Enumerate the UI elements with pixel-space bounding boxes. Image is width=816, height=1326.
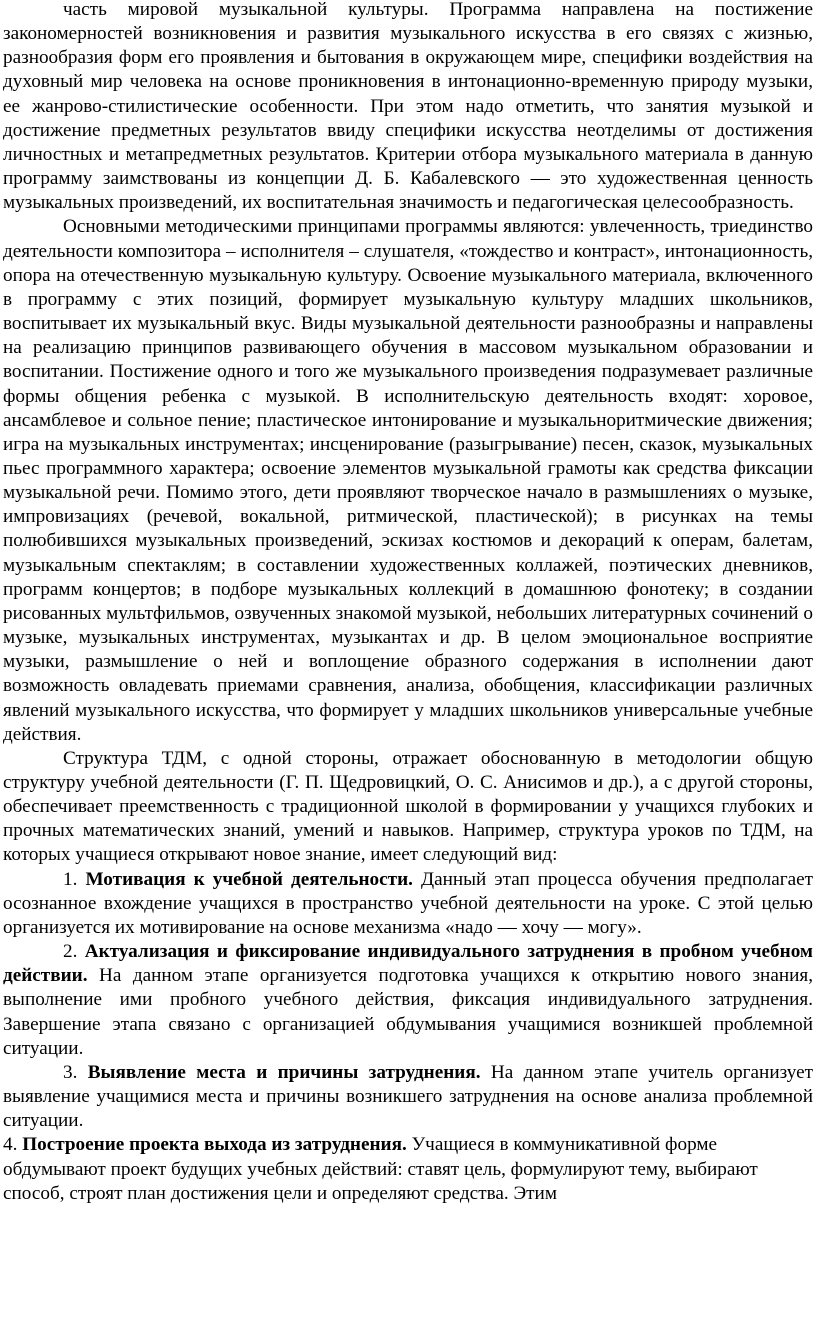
list-item-heading: Актуализация и фиксирование индивидуального затруднения в пробном учебном действии. xyxy=(3,941,813,987)
list-item-heading: Построение проекта выхода из затруднения. xyxy=(22,1134,407,1156)
list-item-heading: Мотивация к учебной деятельности. xyxy=(85,868,413,890)
list-item-text: На данном этапе учитель организует выявление учащимися места и причины возникшего затруднения на основе анализа проблемной ситуации. xyxy=(3,1061,814,1132)
list-item-number: 4. xyxy=(3,1134,18,1156)
list-item-number: 2. xyxy=(63,941,78,963)
list-item-heading: Выявление места и причины затруднения. xyxy=(87,1061,481,1083)
list-item-text: Данный этап процесса обучения предполагает осознанное вхождение учащихся в пространство учебной деятельности на уроке. С этой целью организуется их мотивирование на основе механизма «надо — хочу — могу». xyxy=(3,868,814,938)
list-item-text: На данном этапе организуется подготовка учащихся к открытию нового знания, выполнение ими пробного учебного действия, фиксация индивидуального затруднения. Завершение этапа связано с организацией обдумывания учащимися возникшей проблемной ситуации. xyxy=(3,965,813,1059)
list-item-difficulty-cause xyxy=(3,1061,813,1133)
list-item-project xyxy=(3,1133,813,1205)
list-item-motivation xyxy=(3,868,813,940)
paragraph-music-program: часть мировой музыкальной культуры. Программа направлена на постижение закономерностей возникновения и развития музыкального искусства в его связях с жизнью, разнообразия форм его проявления и бытования в окружающем мире, специфики воздействия на духовный мир человека на основе проникновения в интонационно-временную природу музыки, ее жанрово-стилистические особенности. При этом надо отметить, что занятия музыкой и достижение предметных результатов ввиду специфики искусства неотделимы от достижения личностных и метапредметных результатов. Критерии отбора музыкального материала в данную программу заимствованы из концепции Д. Б. Кабалевского — это художественная ценность музыкальных произведений, их воспитательная значимость и педагогическая целесообразность. xyxy=(3,0,813,214)
list-item-number: 1. xyxy=(63,868,78,890)
paragraph-tdm-structure: Структура ТДМ, с одной стороны, отражает обоснованную в методологии общую структуру учебной деятельности (Г. П. Щедровицкий, О. С. Анисимов и др.), а с другой стороны, обеспечивает преемственность с традиционной школой в формировании у учащихся глубоких и прочных математических знаний, умений и навыков. Например, структура уроков по ТДМ, на которых учащиеся открывают новое знание, имеет следующий вид: xyxy=(3,747,813,866)
list-item-actualization xyxy=(3,940,813,1061)
paragraph-methodical-principles: Основными методическими принципами программы являются: увлеченность, триединство деятельности композитора – исполнителя – слушателя, «тождество и контраст», интонационность, опора на отечественную музыкальную культуру. Освоение музыкального материала, включенного в программу с этих позиций, формирует музыкальную культуру младших школьников, воспитывает их музыкальный вкус. Виды музыкальной деятельности разнообразны и направлены на реализацию принципов развивающего обучения в массовом музыкальном образовании и воспитании. Постижение одного и того же музыкального произведения подразумевает различные формы общения ребенка с музыкой. В исполнительскую деятельность входят: хоровое, ансамблевое и сольное пение; пластическое интонирование и музыкальноритмические движения; игра на музыкальных инструментах; инсценирование (разыгрывание) песен, сказок, музыкальных пьес программного характера; освоение элементов музыкальной грамоты как средства фиксации музыкальной речи. Помимо этого, дети проявляют творческое начало в размышлениях о музыке, импровизациях (речевой, вокальной, ритмической, пластической); в рисунках на темы полюбившихся музыкальных произведений, эскизах костюмов и декораций к операм, балетам, музыкальным спектаклям; в составлении художественных коллажей, поэтических дневников, программ концертов; в подборе музыкальных коллекций в домашнюю фонотеку; в создании рисованных мультфильмов, озвученных знакомой музыкой, небольших литературных сочинений о музыке, музыкальных инструментах, музыкантах и др. В целом эмоциональное восприятие музыки, размышление о ней и воплощение образного содержания в исполнении дают возможность овладевать приемами сравнения, анализа, обобщения, классификации различных явлений музыкального искусства, что формирует у младших школьников универсальные учебные действия. xyxy=(3,216,813,745)
list-item-text: Учащиеся в коммуникативной форме обдумывают проект будущих учебных действий: ставят цель, формулируют тему, выбирают способ, строят план достижения цели и определяют средства. Этим xyxy=(3,1134,758,1204)
list-item-number: 3. xyxy=(63,1061,78,1083)
